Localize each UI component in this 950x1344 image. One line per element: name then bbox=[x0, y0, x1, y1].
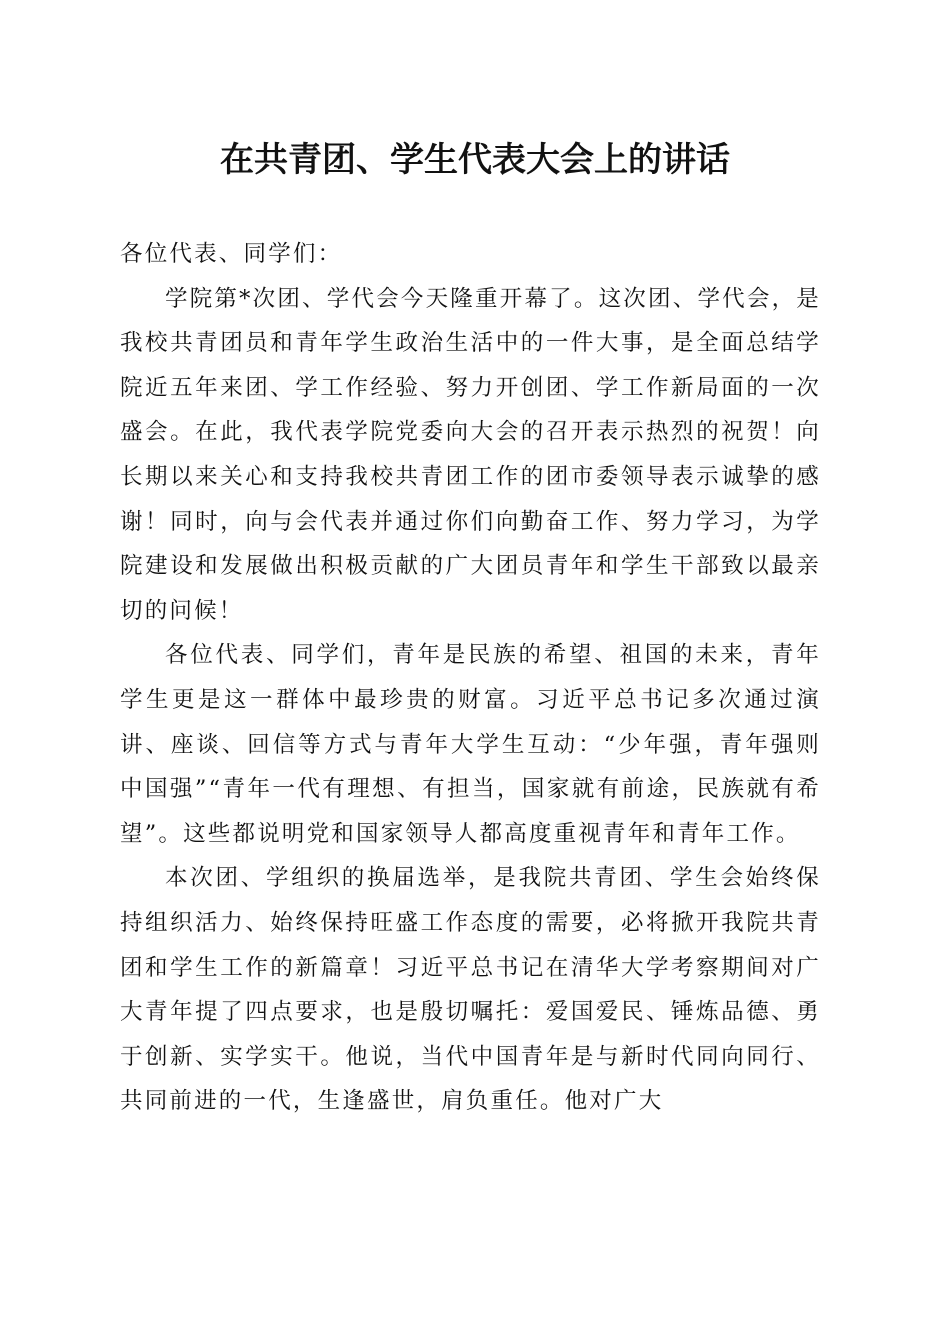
paragraph-2: 各位代表、同学们，青年是民族的希望、祖国的未来，青年学生更是这一群体中最珍贵的财富。习近平总书记多次通过演讲、座谈、回信等方式与青年大学生互动：“少年强，青年强则中国强”“青年一代有理想、有担当，国家就有前途，民族就有希望”。这些都说明党和国家领导人都高度重视青年和青年工作。 bbox=[120, 642, 821, 847]
document-title: 在共青团、学生代表大会上的讲话 bbox=[220, 140, 730, 180]
paragraph-3: 本次团、学组织的换届选举，是我院共青团、学生会始终保持组织活力、始终保持旺盛工作态度的需要，必将掀开我院共青团和学生工作的新篇章！习近平总书记在清华大学考察期间对广大青年提了四点要求，也是殷切嘱托：爱国爱民、锤炼品德、勇于创新、实学实干。他说，当代中国青年是与新时代同向同行、共同前进的一代，生逢盛世，肩负重任。他对广大 bbox=[120, 865, 821, 1115]
document-body bbox=[120, 232, 821, 1124]
paragraph-1: 学院第*次团、学代会今天隆重开幕了。这次团、学代会，是我校共青团员和青年学生政治生活中的一件大事，是全面总结学院近五年来团、学工作经验、努力开创团、学工作新局面的一次盛会。在此，我代表学院党委向大会的召开表示热烈的祝贺！向长期以来关心和支持我校共青团工作的团市委领导表示诚挚的感谢！同时，向与会代表并通过你们向勤奋工作、努力学习，为学院建设和发展做出积极贡献的广大团员青年和学生干部致以最亲切的问候！ bbox=[120, 285, 821, 624]
salutation: 各位代表、同学们： bbox=[120, 241, 343, 267]
